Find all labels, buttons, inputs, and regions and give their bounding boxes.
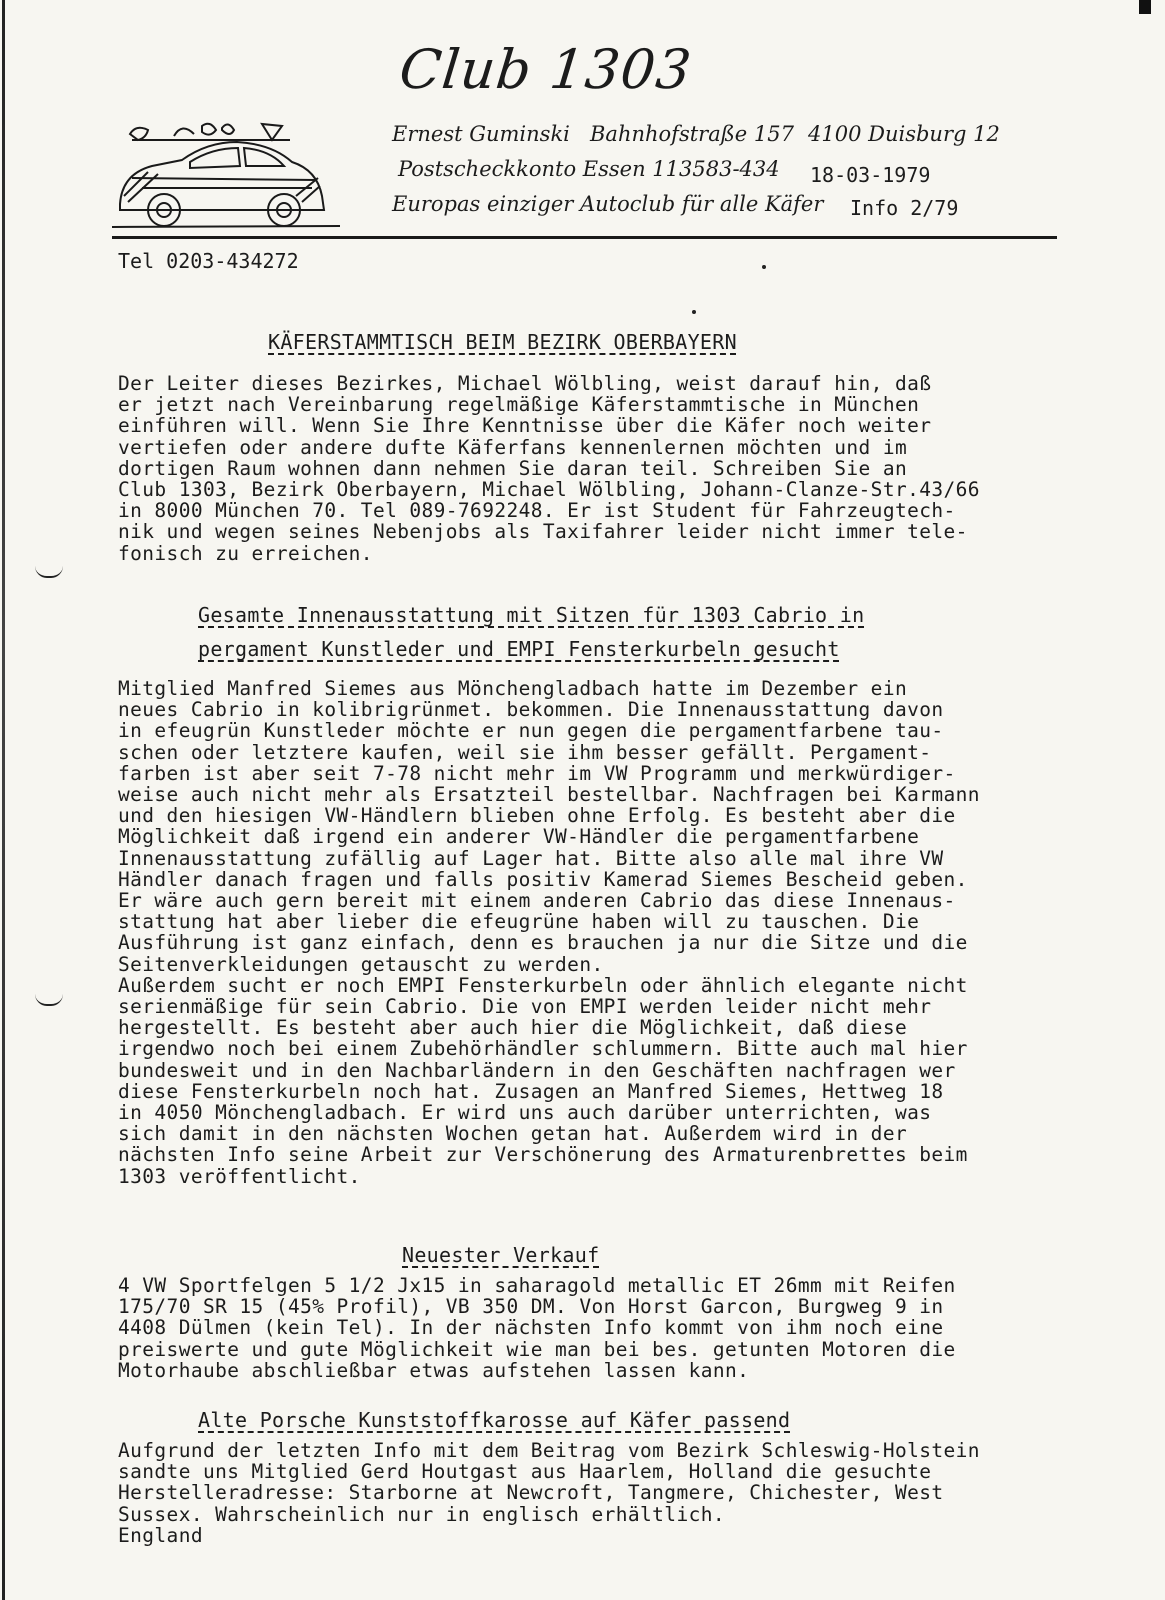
street-address: Bahnhofstraße 157	[590, 122, 794, 146]
city-address: 4100 Duisburg 12	[808, 122, 1000, 146]
letter-date: 18-03-1979	[810, 163, 931, 187]
section-body-stammtisch: Der Leiter dieses Bezirkes, Michael Wölbling, weist darauf hin, daß er jetzt nach Vereinbarung regelmäßige Käferstammtische in München einführen will. Wenn Sie Ihre Kenntnisse über die Käfer noch weiter vertiefen oder andere dufte Käferfans kennenlernen möchten und im dortigen Raum wohnen dann nehmen Sie daran teil. Schreiben Sie an Club 1303, Bezirk Oberbayern, Michael Wölbling, Johann-Clanze-Str.43/66 in 8000 München 70. Tel 089-7692248. Er ist Student für Fahrzeugtech- nik und wegen seines Nebenjobs als Taxifahrer leider nicht immer tele- fonisch zu erreichen.	[118, 372, 980, 565]
section-heading-stammtisch: KÄFERSTAMMTISCH BEIM BEZIRK OBERBAYERN	[268, 330, 737, 354]
club-title: Club 1303	[396, 38, 695, 101]
info-issue: Info 2/79	[850, 196, 959, 220]
section-heading-innenausstattung: Gesamte Innenausstattung mit Sitzen für 1303 Cabrio in	[198, 603, 865, 627]
scan-speck	[762, 265, 766, 269]
telephone: Tel 0203-434272	[118, 249, 299, 273]
section-heading-porsche: Alte Porsche Kunststoffkarosse auf Käfer passend	[198, 1408, 791, 1432]
scan-speck	[692, 310, 696, 314]
beetle-car-logo	[112, 118, 342, 234]
scan-edge	[2, 0, 5, 1600]
section-heading-innenausstattung-line2: pergament Kunstleder und EMPI Fensterkurbeln gesucht	[198, 637, 840, 661]
section-body-porsche: Aufgrund der letzten Info mit dem Beitrag vom Bezirk Schleswig-Holstein sandte uns Mitglied Gerd Houtgast aus Haarlem, Holland die gesuchte Herstelleradresse: Starborne at Newcroft, Tangmere, Chichester, West Sussex. Wahrscheinlich nur in englisch erhältlich. England	[118, 1439, 980, 1547]
letterhead-divider	[112, 236, 1057, 239]
section-body-innenausstattung: Mitglied Manfred Siemes aus Mönchengladbach hatte im Dezember ein neues Cabrio in kolibrigrünmet. bekommen. Die Innenausstattung davon in efeugrün Kunstleder möchte er nun gegen die pergamentfarbene tau- schen oder letztere kaufen, weil sie ihm besser gefällt. Pergament- farben ist aber seit 7-78 nicht mehr im VW Programm und merkwürdiger- weise auch nicht mehr als Ersatzteil bestellbar. Nachfragen bei Karmann und den hiesigen VW-Händlern blieben ohne Erfolg. Es besteht aber die Möglichkeit daß irgend ein anderer VW-Händler die pergamentfarbene Innenausstattung zufällig auf Lager hat. Bitte also alle mal ihre VW Händler danach fragen und falls positiv Kamerad Siemes Bescheid geben. Er wäre auch gern bereit mit einem anderen Cabrio das diese Innenaus- stattung hat aber lieber die efeugrüne haben will zu tauschen. Die Ausführung ist ganz einfach, denn es brauchen ja nur die Sitze und die Seitenverkleidungen getauscht zu werden. Außerdem sucht er noch EMPI Fensterkurbeln oder ähnlich elegante nicht serienmäßige für sein Cabrio. Die von EMPI werden leider nicht mehr hergestellt. Es besteht aber auch hier die Möglichkeit, daß diese irgendwo noch bei einem Zubehörhändler schlummern. Bitte auch mal hier bundesweit und in den Nachbarländern in den Geschäften nachfragen wer diese Fensterkurbeln noch hat. Zusagen an Manfred Siemes, Hettweg 18 in 4050 Mönchengladbach. Er wird uns auch darüber unterrichten, was sich damit in den nächsten Wochen getan hat. Außerdem wird in der nächsten Info seine Arbeit zur Verschönerung des Armaturenbrettes beim 1303 veröffentlicht.	[118, 677, 980, 1188]
club-slogan: Europas einziger Autoclub für alle Käfer	[392, 192, 824, 216]
section-body-verkauf: 4 VW Sportfelgen 5 1/2 Jx15 in saharagold metallic ET 26mm mit Reifen 175/70 SR 15 (45% Profil), VB 350 DM. Von Horst Garcon, Burgweg 9 in 4408 Dülmen (kein Tel). In der nächsten Info kommt von ihm noch eine preiswerte und gute Möglichkeit wie man bei bes. getunten Motoren die Motorhaube abschließbar etwas aufstehen lassen kann.	[118, 1274, 956, 1382]
postal-account: Postscheckkonto Essen 113583-434	[398, 157, 780, 181]
section-heading-verkauf: Neuester Verkauf	[402, 1243, 600, 1267]
margin-mark	[35, 566, 63, 578]
scan-corner-mark	[1139, 0, 1151, 14]
owner-name: Ernest Guminski	[392, 122, 570, 146]
margin-mark	[35, 994, 63, 1006]
